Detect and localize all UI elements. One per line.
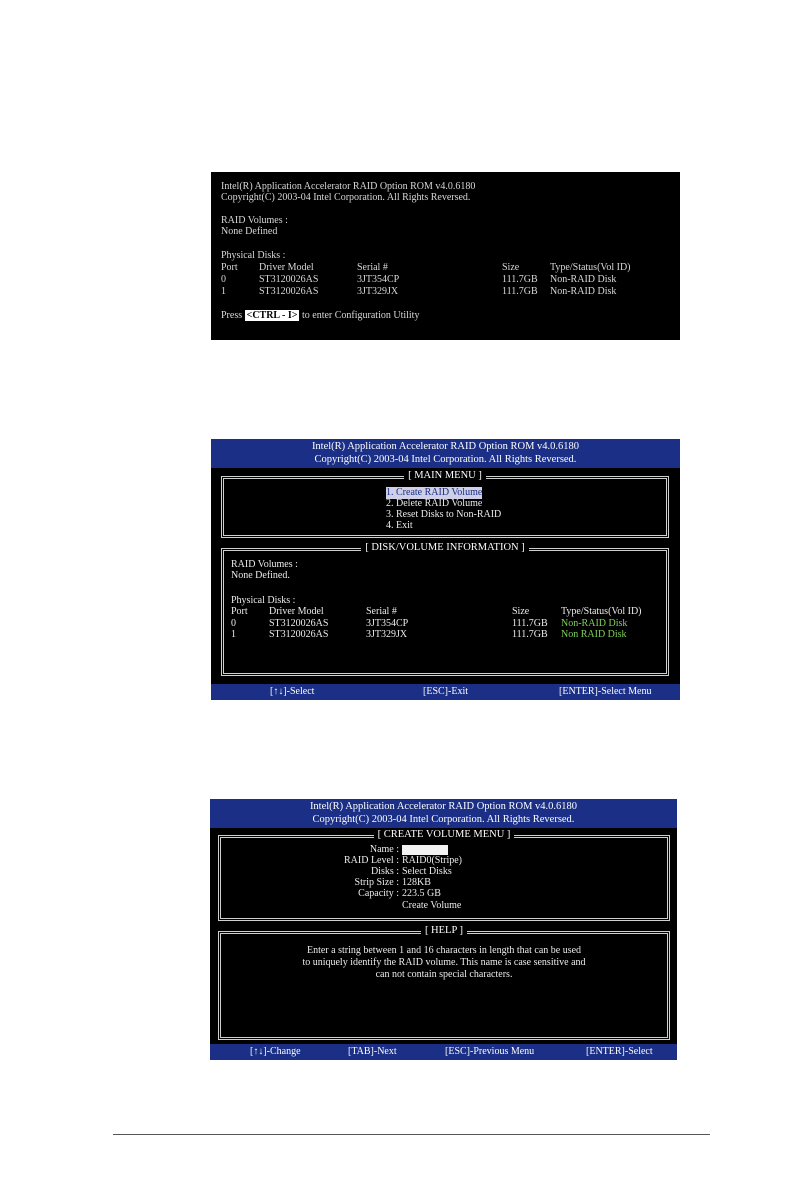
post-screen [211, 172, 680, 340]
menu-item-exit[interactable]: 4. Exit [386, 520, 413, 531]
physical-disks-label: Physical Disks : [231, 595, 296, 606]
footer-next-hint: [TAB]-Next [348, 1046, 397, 1057]
disk-port: 1 [231, 629, 236, 640]
create-volume-frame [218, 829, 670, 921]
disk-size: 111.7GB [512, 618, 548, 629]
help-text-line: can not contain special characters. [375, 969, 513, 980]
help-title: [ HELP ] [421, 925, 467, 936]
raid-volumes-label: RAID Volumes : [221, 215, 288, 226]
name-input-box[interactable] [402, 845, 448, 855]
rom-title: Intel(R) Application Accelerator RAID Option ROM v4.0.6180 [309, 801, 578, 812]
col-size: Size [502, 262, 520, 273]
col-serial: Serial # [366, 606, 397, 617]
capacity-value[interactable]: 223.5 GB [402, 888, 441, 899]
rom-title: Intel(R) Application Accelerator RAID Option ROM v4.0.6180 [221, 181, 476, 192]
disk-size: 111.7GB [512, 629, 548, 640]
col-port: Port [221, 262, 238, 273]
disk-size: 111.7GB [502, 286, 538, 297]
main-menu-frame [221, 470, 669, 538]
disk-type: Non-RAID Disk [550, 274, 617, 285]
menu-item-delete-raid-volume[interactable]: 2. Delete RAID Volume [386, 498, 483, 509]
none-defined: None Defined. [231, 570, 290, 581]
disk-port: 1 [221, 286, 226, 297]
create-volume-menu-title: [ CREATE VOLUME MENU ] [374, 829, 515, 840]
press-suffix: to enter Configuration Utility [301, 310, 420, 321]
help-text-line: to uniquely identify the RAID volume. This name is case sensitive and [302, 957, 586, 968]
create-volume-screen [210, 799, 677, 1060]
col-model: Driver Model [269, 606, 324, 617]
col-model: Driver Model [259, 262, 314, 273]
col-size: Size [512, 606, 530, 617]
disk-type: Non RAID Disk [561, 629, 627, 640]
disk-model: ST3120026AS [269, 629, 329, 640]
screen-header [211, 439, 680, 468]
copyright: Copyright(C) 2003-04 Intel Corporation. All Rights Reversed. [312, 814, 575, 825]
rom-title: Intel(R) Application Accelerator RAID Option ROM v4.0.6180 [311, 441, 580, 452]
copyright: Copyright(C) 2003-04 Intel Corporation. All Rights Reversed. [314, 454, 577, 465]
screen-header [210, 799, 677, 828]
footer-exit-hint: [ESC]-Exit [423, 686, 468, 697]
help-text-line: Enter a string between 1 and 16 characters in length that can be used [306, 945, 582, 956]
create-volume-button[interactable]: Create Volume [402, 900, 462, 911]
physical-disks-label: Physical Disks : [221, 250, 286, 261]
disk-serial: 3JT354CP [366, 618, 409, 629]
menu-item-create-raid-volume[interactable]: 1. Create RAID Volume [386, 487, 483, 498]
raid-level-value[interactable]: RAID0(Stripe) [402, 855, 462, 866]
disk-volume-info-frame [221, 542, 669, 676]
raid-volumes-label: RAID Volumes : [231, 559, 298, 570]
ctrl-i-key[interactable]: <CTRL - I> [246, 310, 298, 321]
disk-type: Non-RAID Disk [550, 286, 617, 297]
disk-volume-info-title: [ DISK/VOLUME INFORMATION ] [361, 542, 529, 553]
disk-port: 0 [231, 618, 236, 629]
name-label: Name : [369, 844, 399, 855]
strip-size-label: Strip Size : [354, 877, 399, 888]
page-footer-rule [113, 1134, 710, 1135]
copyright: Copyright(C) 2003-04 Intel Corporation. All Rights Reversed. [221, 192, 471, 203]
disk-size: 111.7GB [502, 274, 538, 285]
disks-value[interactable]: Select Disks [402, 866, 452, 877]
screen-footer [211, 684, 680, 700]
press-prompt [221, 310, 419, 322]
menu-item-reset-disks[interactable]: 3. Reset Disks to Non-RAID [386, 509, 502, 520]
footer-select-hint: [ENTER]-Select [586, 1046, 653, 1057]
footer-enter-hint: [ENTER]-Select Menu [559, 686, 652, 697]
none-defined: None Defined [221, 226, 278, 237]
strip-size-value[interactable]: 128KB [402, 877, 431, 888]
disk-port: 0 [221, 274, 226, 285]
col-type: Type/Status(Vol ID) [550, 262, 631, 273]
footer-change-hint: [↑↓]-Change [250, 1046, 301, 1057]
disks-label: Disks : [370, 866, 399, 877]
disk-serial: 3JT354CP [357, 274, 400, 285]
col-serial: Serial # [357, 262, 388, 273]
col-port: Port [231, 606, 248, 617]
main-menu-screen [211, 439, 680, 700]
disk-model: ST3120026AS [259, 286, 319, 297]
disk-model: ST3120026AS [259, 274, 319, 285]
press-prefix: Press [221, 310, 243, 321]
help-frame [218, 925, 670, 1040]
capacity-label: Capacity : [358, 888, 399, 899]
main-menu-title: [ MAIN MENU ] [404, 470, 486, 481]
disk-serial: 3JT329JX [357, 286, 399, 297]
col-type: Type/Status(Vol ID) [561, 606, 642, 617]
screen-footer [210, 1044, 677, 1060]
disk-serial: 3JT329JX [366, 629, 408, 640]
raid-level-label: RAID Level : [344, 855, 399, 866]
disk-type: Non-RAID Disk [561, 618, 628, 629]
footer-select-hint: [↑↓]-Select [270, 686, 315, 697]
footer-prev-hint: [ESC]-Previous Menu [445, 1046, 535, 1057]
disk-model: ST3120026AS [269, 618, 329, 629]
name-input[interactable] [402, 844, 448, 856]
